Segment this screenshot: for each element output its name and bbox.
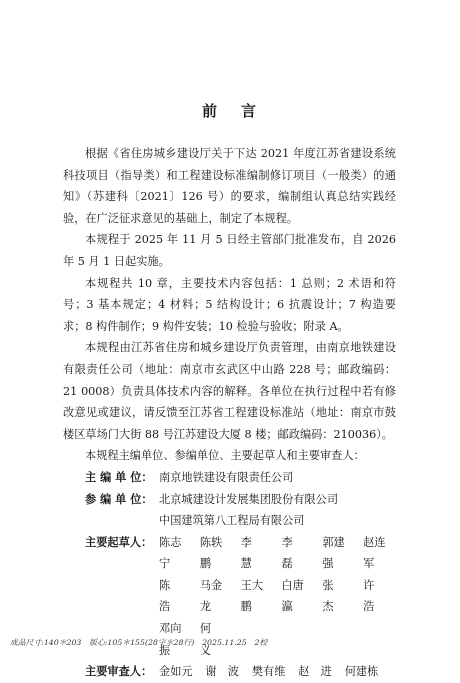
paragraph-units-intro: 本规程主编单位、参编单位、主要起草人和主要审查人： (85, 449, 365, 463)
reviewer-name: 谢 波 (205, 665, 239, 679)
reviewers-row (63, 661, 396, 683)
participating-unit: 中国建筑第八工程局有限公司 (159, 514, 305, 528)
reviewer-name: 何建栋 (344, 665, 379, 679)
paragraph-basis: 根据《省住房城乡建设厅关于下达 2021 年度江苏省建设系统科技项目（指导类）和工程建设标准编制修订项目（一般类）的通知》（苏建科〔2021〕126 号）的要求，编制组认真总结实践经验，在广泛征求意见的基础上，制定了本规程。 (63, 147, 396, 225)
drafter-name: 李 慧 (240, 535, 264, 571)
preface-body (63, 143, 396, 683)
drafter-name: 张 杰 (322, 578, 345, 614)
paragraph-contents: 本规程共 10 章，主要技术内容包括：1 总则；2 术语和符号；3 基本规定；4 材料；5 结构设计；6 抗震设计；7 构造要求；8 构件制作；9 构件安装；10 检验与验收；附录 A。 (63, 276, 396, 333)
drafter-name: 陈轶鹏 (199, 535, 223, 571)
drafter-name: 陈 浩 (159, 578, 182, 614)
title-char-1: 前 (201, 102, 219, 120)
paragraph-management: 本规程由江苏省住房和城乡建设厅负责管理，由南京地铁建设有限责任公司（地址：南京市玄武区中山路 228 号；邮政编码：21 0008）负责具体技术内容的解释。各单位在执行过程中若有修改意见或建议，请反馈至江苏省工程建设标准站（地址：南京市鼓楼区草场门大街 88 号江苏建设大厦 8 楼；邮政编码：210036）。 (63, 341, 396, 441)
paragraph-approval: 本规程于 2025 年 11 月 5 日经主管部门批准发布，自 2026 年 5 月 1 日起实施。 (63, 233, 396, 268)
drafter-name: 郭建强 (322, 535, 345, 571)
reviewers-label: 主要审查人： (85, 665, 153, 679)
drafter-name: 李 磊 (281, 535, 304, 571)
participating-unit: 北京城建设计发展集团股份有限公司 (159, 492, 339, 506)
reviewers-list (159, 661, 396, 683)
chief-editor-unit-label: 主 编 单 位： (85, 470, 153, 484)
drafter-name: 许 浩 (363, 578, 386, 614)
title-char-2: 言 (241, 102, 259, 120)
drafter-name: 何 义 (199, 622, 223, 657)
page-title (0, 100, 460, 121)
reviewer-name: 金如元 (159, 665, 193, 679)
chief-editor-unit: 南京地铁建设有限责任公司 (159, 470, 294, 484)
reviewer-name: 赵 进 (298, 665, 332, 679)
print-footer: 成品尺寸:140＊203 版心:105＊155(28字＊28行) 2025.11.25 2校 (10, 638, 268, 647)
drafter-name: 邓向振 (159, 622, 182, 657)
chief-editor-unit-row (63, 467, 396, 489)
reviewer-name: 樊有维 (251, 665, 286, 679)
drafter-name: 陈志宁 (159, 535, 182, 571)
drafter-name: 赵连军 (363, 535, 386, 571)
drafter-name: 马金龙 (199, 578, 223, 614)
participating-unit-row (63, 489, 396, 532)
participating-unit-label: 参 编 单 位： (85, 492, 153, 506)
drafters-label: 主要起草人： (85, 535, 153, 549)
drafter-name: 王大鹏 (240, 578, 264, 614)
drafter-name: 白唐瀛 (281, 578, 304, 614)
